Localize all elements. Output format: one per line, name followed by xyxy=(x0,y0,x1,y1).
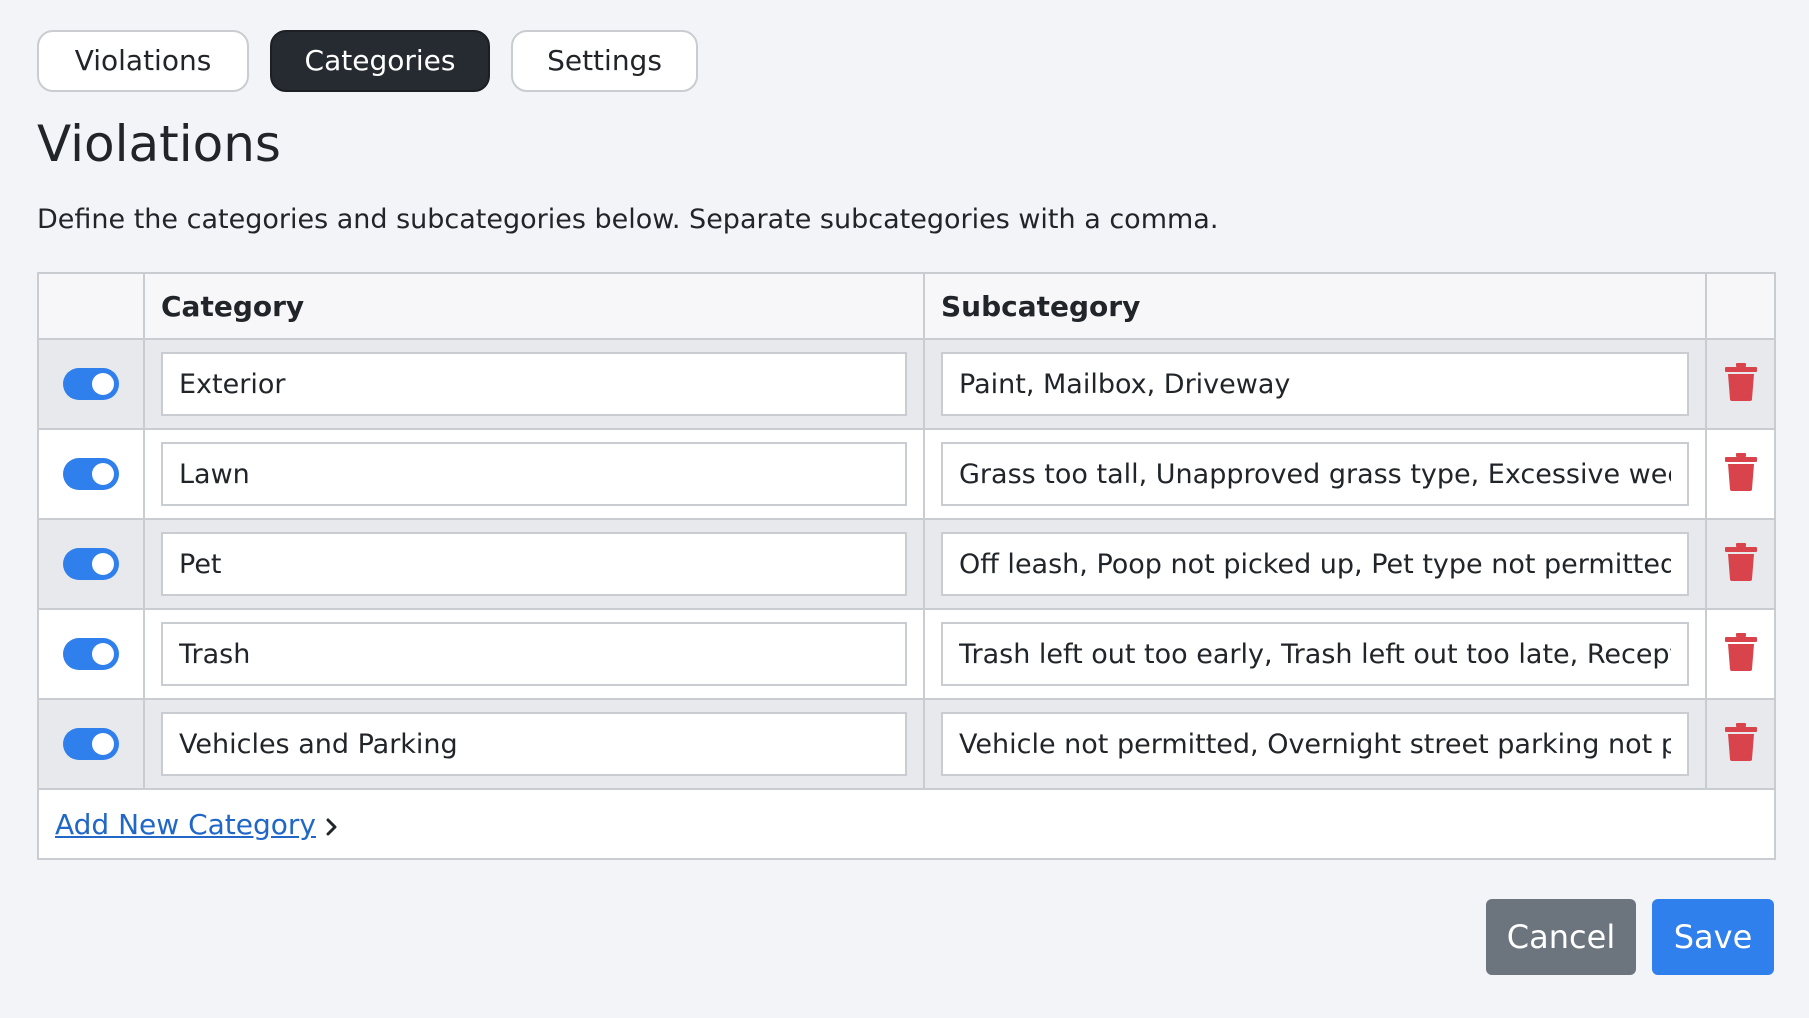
subcategory-input[interactable] xyxy=(941,622,1689,686)
table-row xyxy=(38,429,1775,519)
category-cell xyxy=(144,699,924,789)
subcategory-input[interactable] xyxy=(941,712,1689,776)
page-title: Violations xyxy=(37,115,281,173)
table-header-row xyxy=(38,273,1775,339)
category-cell xyxy=(144,339,924,429)
trash-icon[interactable] xyxy=(1725,453,1757,495)
header-subcategory: Subcategory xyxy=(924,273,1706,339)
delete-cell xyxy=(1706,609,1775,699)
header-actions xyxy=(1706,273,1775,339)
toggle-cell xyxy=(38,609,144,699)
table-row xyxy=(38,519,1775,609)
category-input[interactable] xyxy=(161,622,907,686)
subcategory-cell xyxy=(924,699,1706,789)
category-cell xyxy=(144,609,924,699)
subcategory-cell xyxy=(924,339,1706,429)
category-input[interactable] xyxy=(161,352,907,416)
cancel-button[interactable]: Cancel xyxy=(1486,899,1636,975)
enabled-toggle-icon[interactable] xyxy=(63,368,119,400)
subcategory-input[interactable] xyxy=(941,352,1689,416)
add-new-category-link[interactable]: Add New Category xyxy=(55,807,316,841)
toggle-knob xyxy=(92,553,114,575)
toggle-cell xyxy=(38,519,144,609)
toggle-knob xyxy=(92,643,114,665)
subcategory-cell xyxy=(924,429,1706,519)
subcategory-cell xyxy=(924,609,1706,699)
subcategory-input[interactable] xyxy=(941,442,1689,506)
subcategory-input[interactable] xyxy=(941,532,1689,596)
trash-icon[interactable] xyxy=(1725,633,1757,675)
delete-cell xyxy=(1706,339,1775,429)
enabled-toggle-icon[interactable] xyxy=(63,728,119,760)
add-category-row xyxy=(38,789,1775,859)
categories-table xyxy=(37,272,1776,860)
categories-page xyxy=(37,30,1774,956)
table-row xyxy=(38,699,1775,789)
page-description: Define the categories and subcategories below. Separate subcategories with a comma. xyxy=(37,204,1219,235)
enabled-toggle-icon[interactable] xyxy=(63,548,119,580)
category-cell xyxy=(144,429,924,519)
category-input[interactable] xyxy=(161,532,907,596)
trash-icon[interactable] xyxy=(1725,543,1757,585)
category-input[interactable] xyxy=(161,442,907,506)
add-category-cell xyxy=(38,789,1775,859)
chevron-right-icon xyxy=(326,818,338,840)
save-button[interactable]: Save xyxy=(1652,899,1774,975)
header-toggle xyxy=(38,273,144,339)
toggle-cell xyxy=(38,339,144,429)
enabled-toggle-icon[interactable] xyxy=(63,638,119,670)
tab-violations[interactable]: Violations xyxy=(37,30,249,92)
subcategory-cell xyxy=(924,519,1706,609)
enabled-toggle-icon[interactable] xyxy=(63,458,119,490)
delete-cell xyxy=(1706,429,1775,519)
toggle-knob xyxy=(92,463,114,485)
trash-icon[interactable] xyxy=(1725,723,1757,765)
toggle-cell xyxy=(38,429,144,519)
toggle-cell xyxy=(38,699,144,789)
header-category: Category xyxy=(144,273,924,339)
category-cell xyxy=(144,519,924,609)
delete-cell xyxy=(1706,519,1775,609)
table-row xyxy=(38,609,1775,699)
tab-bar xyxy=(37,30,1774,92)
toggle-knob xyxy=(92,373,114,395)
category-input[interactable] xyxy=(161,712,907,776)
table-row xyxy=(38,339,1775,429)
tab-categories[interactable]: Categories xyxy=(270,30,490,92)
toggle-knob xyxy=(92,733,114,755)
delete-cell xyxy=(1706,699,1775,789)
form-actions xyxy=(1486,899,1774,975)
trash-icon[interactable] xyxy=(1725,363,1757,405)
tab-settings[interactable]: Settings xyxy=(511,30,698,92)
